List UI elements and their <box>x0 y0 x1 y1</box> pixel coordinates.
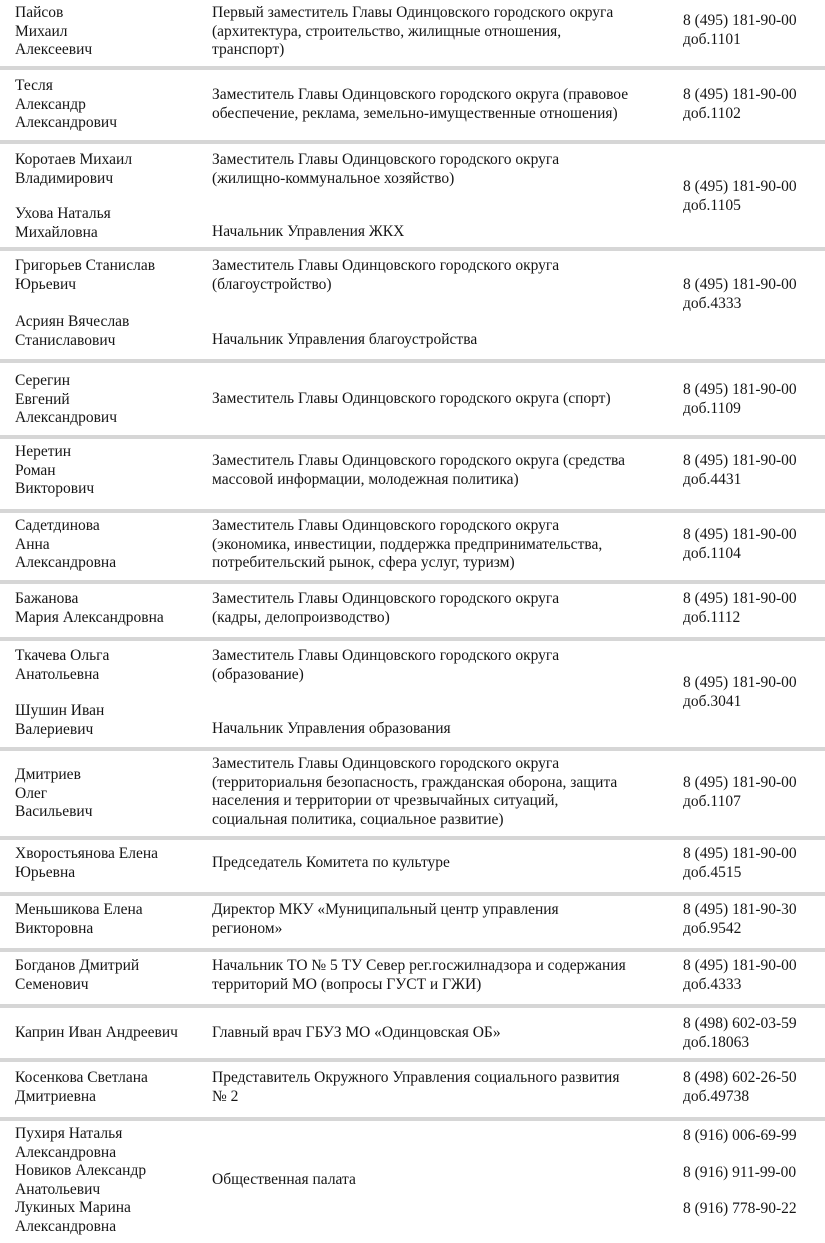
table-row <box>0 584 825 641</box>
phone-line: 8 (498) 602-03-59 <box>683 1015 797 1032</box>
name-cell <box>15 590 205 627</box>
name-line: Александровна <box>15 1143 117 1161</box>
name-cell <box>15 257 205 294</box>
phone-cell <box>683 674 823 711</box>
phone-cell <box>683 1069 823 1106</box>
name-line: Юрьевич <box>15 275 77 293</box>
phone-cell <box>683 957 823 994</box>
position-cell-secondary <box>212 223 677 242</box>
table-row <box>0 513 825 584</box>
phone-extension: доб.9542 <box>683 919 742 937</box>
name-line: Викторовна <box>15 919 94 937</box>
phone-cell <box>683 526 823 563</box>
position-line: Начальник Управления ЖКХ <box>212 223 405 240</box>
position-cell-secondary <box>212 331 677 350</box>
name-line: Мария Александровна <box>15 608 164 626</box>
position-line: транспорт) <box>212 41 285 58</box>
position-line: Заместитель Главы Одинцовского городского округа (правовое <box>212 86 629 103</box>
position-line: (благоустройство) <box>212 275 332 293</box>
name-line: Александрович <box>15 409 117 426</box>
name-line: Роман <box>15 461 56 479</box>
name-line: Новиков Александр <box>15 1162 147 1179</box>
phone-line: 8 (495) 181-90-00 <box>683 674 797 691</box>
table-row <box>0 896 825 952</box>
phone-extension: доб.1101 <box>683 30 741 48</box>
name-cell <box>15 901 205 938</box>
phone-extension: доб.1109 <box>683 399 741 417</box>
phone-extension: доб.1104 <box>683 544 741 562</box>
position-line: (территориальня безопасность, гражданская оборона, защита <box>212 773 618 791</box>
position-cell-secondary <box>212 720 677 739</box>
table-row <box>0 1121 825 1243</box>
phone-line: 8 (495) 181-90-00 <box>683 276 797 293</box>
position-cell <box>212 86 677 123</box>
name-line: Александрович <box>15 114 117 131</box>
name-line: Лукиных Марина <box>15 1199 131 1216</box>
position-line: (образование) <box>212 665 304 683</box>
position-line: обеспечение, реклама, земельно-имущественные отношения) <box>212 104 618 122</box>
name-line: Хворостьянова Елена <box>15 845 159 862</box>
name-line: Евгений <box>15 390 70 408</box>
position-line: (жилищно-коммунальное хозяйство) <box>212 169 455 187</box>
name-line: Пухиря Наталья <box>15 1125 123 1142</box>
phone-line: 8 (495) 181-90-00 <box>683 12 797 29</box>
name-line: Бажанова <box>15 590 79 607</box>
name-cell <box>15 443 205 499</box>
phone-line: 8 (495) 181-90-00 <box>683 845 797 862</box>
position-line: населения и территории от чрезвычайных ситуаций, <box>212 792 559 809</box>
position-line: Заместитель Главы Одинцовского городского округа <box>212 647 560 664</box>
table-row <box>0 70 825 144</box>
name-cell-secondary <box>15 205 205 242</box>
name-line: Серегин <box>15 372 70 389</box>
table-row <box>0 0 825 70</box>
name-cell <box>15 4 205 60</box>
position-line: (кадры, делопроизводство) <box>212 608 390 626</box>
name-line: Васильевич <box>15 803 93 820</box>
position-line: Заместитель Главы Одинцовского городского округа <box>212 151 560 168</box>
phone-extension: доб.1107 <box>683 792 741 810</box>
name-line: Валериевич <box>15 720 94 738</box>
name-line: Тесля <box>15 77 53 94</box>
phone-line: 8 (498) 602-26-50 <box>683 1069 797 1086</box>
position-line: потребительский рынок, сфера услуг, туризм) <box>212 554 515 571</box>
phone-cell <box>683 276 823 313</box>
position-cell <box>212 755 677 829</box>
name-line: Дмитриев <box>15 766 81 783</box>
name-line: Каприн Иван Андреевич <box>15 1024 178 1041</box>
name-cell <box>15 957 205 994</box>
position-line: Заместитель Главы Одинцовского городского округа <box>212 517 560 534</box>
table-row <box>0 840 825 896</box>
name-cell <box>15 517 205 573</box>
table-row <box>0 144 825 251</box>
phone-line: 8 (916) 006-69-99 <box>683 1127 797 1144</box>
name-cell <box>15 647 205 684</box>
position-line: Заместитель Главы Одинцовского городского округа (средства <box>212 452 626 469</box>
table-row <box>0 251 825 363</box>
position-line: Заместитель Главы Одинцовского городского округа <box>212 257 560 274</box>
phone-cell <box>683 12 823 49</box>
phone-line: 8 (495) 181-90-00 <box>683 774 797 791</box>
position-cell <box>212 452 677 489</box>
position-line: Первый заместитель Главы Одинцовского городского округа <box>212 4 614 21</box>
phone-line: 8 (916) 778-90-22 <box>683 1200 797 1217</box>
name-line: Дмитриевна <box>15 1087 97 1105</box>
name-cell <box>15 1125 205 1236</box>
name-cell <box>15 372 205 428</box>
position-line: массовой информации, молодежная политика) <box>212 470 519 488</box>
phone-cell <box>683 1015 823 1052</box>
table-row <box>0 439 825 513</box>
position-cell <box>212 517 677 573</box>
name-cell <box>15 766 205 822</box>
position-cell <box>212 647 677 684</box>
position-cell <box>212 390 677 409</box>
name-line: Ухова Наталья <box>15 205 111 222</box>
name-cell <box>15 151 205 188</box>
phone-extension: доб.1112 <box>683 608 741 626</box>
name-line: Меньшикова Елена <box>15 901 143 918</box>
position-cell <box>212 257 677 294</box>
position-line: Председатель Комитета по культуре <box>212 854 450 871</box>
phone-extension: доб.4431 <box>683 470 742 488</box>
phone-cell <box>683 845 823 882</box>
phone-line: 8 (916) 911-99-00 <box>683 1163 797 1181</box>
phone-cell <box>683 86 823 123</box>
name-cell-secondary <box>15 313 205 350</box>
phone-extension: доб.4333 <box>683 975 742 993</box>
name-line: Григорьев Станислав <box>15 257 156 274</box>
position-cell <box>212 590 677 627</box>
position-line: Директор МКУ «Муниципальный центр управления <box>212 901 559 918</box>
name-cell-secondary <box>15 702 205 739</box>
position-line: Начальник Управления благоустройства <box>212 331 478 348</box>
position-line: № 2 <box>212 1087 239 1105</box>
position-cell <box>212 854 677 873</box>
position-line: Начальник Управления образования <box>212 720 451 737</box>
name-line: Семенович <box>15 975 89 993</box>
position-line: Главный врач ГБУЗ МО «Одинцовская ОБ» <box>212 1024 501 1041</box>
phone-extension: доб.18063 <box>683 1033 750 1051</box>
name-line: Юрьевна <box>15 863 76 881</box>
name-cell <box>15 1024 205 1043</box>
name-cell <box>15 1069 205 1106</box>
phone-cell <box>683 774 823 811</box>
name-line: Богданов Дмитрий <box>15 957 140 974</box>
position-cell <box>212 151 677 188</box>
table-row <box>0 363 825 439</box>
name-line: Алексеевич <box>15 41 93 58</box>
phone-line: 8 (495) 181-90-00 <box>683 381 797 398</box>
name-line: Олег <box>15 784 48 802</box>
name-line: Асриян Вячеслав <box>15 313 130 330</box>
phone-extension: доб.4333 <box>683 294 742 312</box>
table-row <box>0 641 825 751</box>
position-line: Представитель Окружного Управления социального развития <box>212 1069 620 1086</box>
position-line: регионом» <box>212 919 283 937</box>
name-line: Александр <box>15 95 86 113</box>
position-line: Заместитель Главы Одинцовского городского округа <box>212 755 560 772</box>
table-row <box>0 751 825 840</box>
phone-extension: доб.49738 <box>683 1087 750 1105</box>
phone-extension: доб.1105 <box>683 196 741 214</box>
name-line: Станиславович <box>15 331 116 349</box>
position-cell <box>212 1024 677 1043</box>
phone-line: 8 (495) 181-90-30 <box>683 901 797 918</box>
name-line: Михайловна <box>15 223 98 241</box>
phone-line: 8 (495) 181-90-00 <box>683 452 797 469</box>
phone-cell <box>683 452 823 489</box>
position-cell <box>212 1171 677 1190</box>
phone-cell <box>683 590 823 627</box>
position-line: (экономика, инвестиции, поддержка предпринимательства, <box>212 535 603 553</box>
name-line: Анатольевна <box>15 665 100 683</box>
name-line: Пайсов <box>15 4 64 21</box>
phone-line: 8 (495) 181-90-00 <box>683 957 797 974</box>
phone-line: 8 (495) 181-90-00 <box>683 526 797 543</box>
name-line: Александровна <box>15 1217 117 1235</box>
name-line: Садетдинова <box>15 517 100 534</box>
name-line: Анна <box>15 535 50 553</box>
position-cell <box>212 1069 677 1106</box>
name-line: Михаил <box>15 22 68 40</box>
name-cell <box>15 845 205 882</box>
position-line: Общественная палата <box>212 1171 356 1188</box>
position-line: Начальник ТО № 5 ТУ Север рег.госжилнадзора и содержания <box>212 957 626 974</box>
phone-cell <box>683 381 823 418</box>
phone-line: 8 (495) 181-90-00 <box>683 590 797 607</box>
position-line: Заместитель Главы Одинцовского городского округа <box>212 590 560 607</box>
name-line: Неретин <box>15 443 72 460</box>
position-line: территорий МО (вопросы ГУСТ и ГЖИ) <box>212 975 482 993</box>
name-line: Анатольевич <box>15 1180 101 1198</box>
name-line: Коротаев Михаил <box>15 151 133 168</box>
phone-cell <box>683 1127 823 1219</box>
table-row <box>0 1008 825 1062</box>
name-cell <box>15 77 205 133</box>
name-line: Викторович <box>15 480 95 497</box>
phone-cell <box>683 901 823 938</box>
table-row <box>0 1062 825 1121</box>
name-line: Александровна <box>15 554 117 571</box>
name-line: Владимирович <box>15 169 114 187</box>
position-line: Заместитель Главы Одинцовского городского округа (спорт) <box>212 390 611 407</box>
position-cell <box>212 4 677 60</box>
phone-extension: доб.4515 <box>683 863 742 881</box>
phone-extension: доб.3041 <box>683 692 742 710</box>
position-cell <box>212 901 677 938</box>
table-row <box>0 952 825 1008</box>
name-line: Косенкова Светлана <box>15 1069 148 1086</box>
phone-line: 8 (495) 181-90-00 <box>683 86 797 103</box>
name-line: Ткачева Ольга <box>15 647 110 664</box>
position-cell <box>212 957 677 994</box>
phone-extension: доб.1102 <box>683 104 741 122</box>
phone-cell <box>683 178 823 215</box>
name-line: Шушин Иван <box>15 702 105 719</box>
position-line: (архитектура, строительство, жилищные отношения, <box>212 22 562 40</box>
phone-line: 8 (495) 181-90-00 <box>683 178 797 195</box>
position-line: социальная политика, социальное развитие) <box>212 810 504 828</box>
